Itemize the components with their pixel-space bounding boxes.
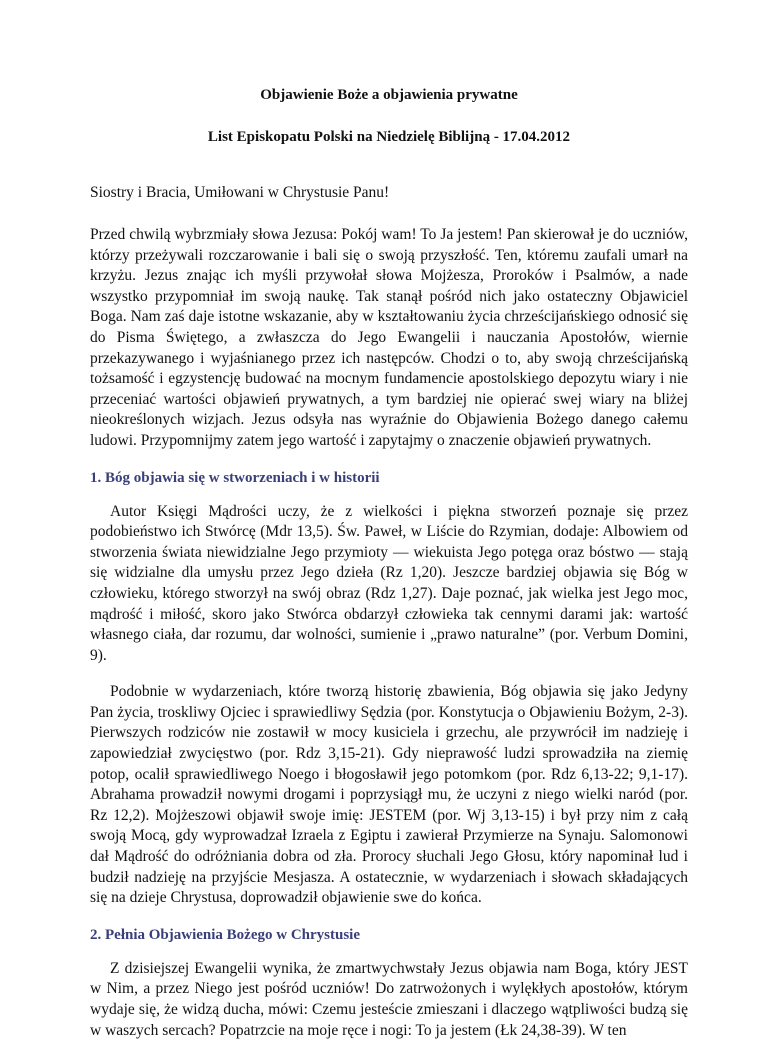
intro-paragraph: Przed chwilą wybrzmiały słowa Jezusa: Pokój wam! To Ja jestem! Pan skierował je do uczniów, którzy przeżywali rozczarowanie i bali się o swoją przyszłość. Ten, któremu zaufali umarł na krzyżu. Jezus znając ich myśli przywołał słowa Mojżesza, Proroków i Psalmów, a nade wszystko przypomniał im swoją naukę. Tak stanął pośród nich jako ostateczny Objawiciel Boga. Nam zaś daje istotne wskazanie, aby w kształtowaniu życia chrześcijańskiego odnosić się do Pisma Świętego, a zwłaszcza do Jego Ewangelii i nauczania Apostołów, wiernie przekazywanego i wyjaśnianego przez ich następców. Chodzi o to, aby swoją chrześcijańską tożsamość i egzystencję budować na mocnym fundamencie apostolskiego depozytu wiary i nie przeceniać wartości objawień prywatnych, a tym bardziej nie opierać swej wiary na bliżej nieokreślonych wizjach. Jezus odsyła nas wyraźnie do Objawienia Bożego danego całemu ludowi. Przypomnijmy zatem jego wartość i zapytajmy o znaczenie objawień prywatnych. (90, 226, 688, 449)
document-title: Objawienie Boże a objawienia prywatne (260, 87, 518, 103)
section-1-heading: 1. Bóg objawia się w stworzeniach i w historii (90, 469, 380, 486)
document-subtitle: List Episkopatu Polski na Niedzielę Biblijną - 17.04.2012 (207, 129, 571, 145)
greeting: Siostry i Bracia, Umiłowani w Chrystusie Panu! (90, 184, 390, 201)
section-1-paragraph-2: Podobnie w wydarzeniach, które tworzą historię zbawienia, Bóg objawia się jako Jedyny Pan życia, troskliwy Ojciec i sprawiedliwy Sędzia (por. Konstytucja o Objawieniu Bożym, 2-3). Pierwszych rodziców nie zostawił w mocy kusiciela i grzechu, ale przywrócił im nadzieję i zapowiedział zwycięstwo (por. Rdz 3,15-21). Gdy nieprawość ludzi sprowadziła na ziemię potop, ocalił sprawiedliwego Noego i błogosławił jego potomkom (por. Rdz 6,13-22; 9,1-17). Abrahama prowadził nowymi drogami i poprzysiągł mu, że uczyni z niego wielki naród (por. Rz 12,2). Mojżeszowi objawił swoje imię: JESTEM (por. Wj 3,13-15) i był przy nim z całą swoją Mocą, gdy wyprowadzał Izraela z Egiptu i zawierał Przymierze na Synaju. Salomonowi dał Mądrość do odróżniania dobra od zła. Prorocy słuchali Jego Głosu, który napominał lud i budził nadzieję na przyjście Mesjasza. A ostatecznie, w wydarzeniach i słowach składających się na dzieje Chrystusa, doprowadził objawienie swe do końca. (90, 683, 688, 907)
section-2-paragraph-1: Z dzisiejszej Ewangelii wynika, że zmartwychwstały Jezus objawia nam Boga, który JEST w Nim, a przez Niego jest pośród uczniów! Do zatrwożonych i wylękłych apostołów, którym wydaje się, że widzą ducha, mówi: Czemu jesteście zmieszani i dlaczego wątpliwości budzą się w waszych sercach? Popatrzcie na moje ręce i nogi: To ja jestem (Łk 24,38-39). W ten (90, 959, 688, 1039)
document-body (90, 225, 688, 1057)
section-1-paragraph-1: Autor Księgi Mądrości uczy, że z wielkości i piękna stworzeń poznaje się przez podobieństwo ich Stwórcę (Mdr 13,5). Św. Paweł, w Liście do Rzymian, dodaje: Albowiem od stworzenia świata niewidzialne Jego przymioty — wiekuista Jego potęga oraz bóstwo — stają się widzialne dla umysłu przez Jego dzieła (Rz 1,20). Jeszcze bardziej objawia się Bóg w człowieku, którego stworzył na swój obraz (Rdz 1,27). Daje poznać, jak wielka jest Jego moc, mądrość i miłość, skoro jako Stwórca obdarzył człowieka tak cennymi darami jak: wartość własnego ciała, dar rozumu, dar wolności, sumienie i „prawo naturalne” (por. Verbum Domini, 9). (90, 502, 688, 664)
section-2-heading: 2. Pełnia Objawienia Bożego w Chrystusie (90, 926, 360, 943)
